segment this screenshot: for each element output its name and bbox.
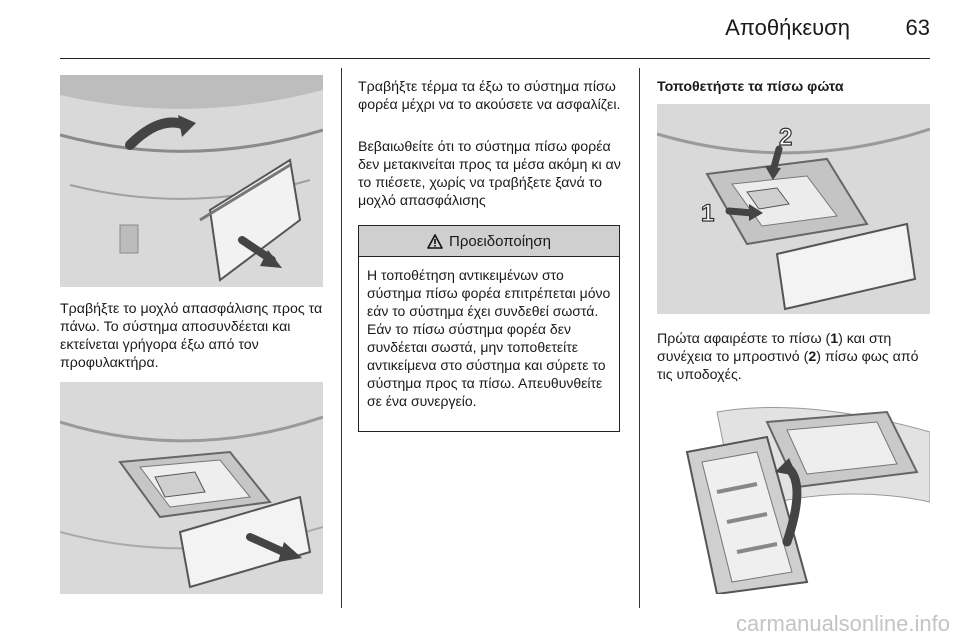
col1-paragraph: Τραβήξτε το μοχλό απασφάλισης προς τα πάνω. Το σύστημα αποσυνδέεται και εκτείνεται γρήγορα έξω από τον προφυλακτήρα. [60, 301, 323, 371]
callout-1: 1 [701, 200, 715, 227]
col2-paragraph-1: Τραβήξτε τέρμα τα έξω το σύστημα πίσω φορέα μέχρι να το ακούσετε να ασφαλίζει. [358, 79, 621, 113]
col3-text-a: Πρώτα αφαιρέστε το πίσω ( [657, 331, 831, 347]
column-divider-2 [639, 68, 640, 608]
watermark: carmanualsonline.info [735, 611, 950, 636]
column-divider-1 [341, 68, 342, 608]
figure-light-removal [657, 392, 930, 594]
page-title: Αποθήκευση [725, 15, 850, 40]
header-divider [60, 58, 930, 59]
warning-icon [427, 234, 443, 249]
col3-text-b: ) και στη συνέχεια το μπροστινό ( [657, 331, 892, 365]
warning-header [359, 226, 619, 257]
col3-number-1: 1 [830, 331, 839, 347]
col2-paragraph-2: Βεβαιωθείτε ότι το σύστημα πίσω φορέα δεν μετακινείται προς τα μέσα ακόμη κι αν το πιέσετε, χωρίς να τραβήξετε ξανά το μοχλό απασφάλισης [358, 139, 621, 209]
figure-system-extended [60, 382, 323, 594]
figure-release-lever [60, 75, 323, 287]
warning-title: Προειδοποίηση [449, 232, 551, 250]
warning-box [358, 225, 620, 432]
col3-number-2: 2 [808, 349, 817, 365]
figure-rear-lights [657, 104, 930, 314]
col3-paragraph [657, 330, 935, 384]
col3-heading: Τοποθετήστε τα πίσω φώτα [657, 79, 844, 95]
page-number: 63 [905, 15, 930, 40]
warning-text: Η τοποθέτηση αντικειμένων στο σύστημα πίσω φορέα επιτρέπεται μόνο εάν το σύστημα έχει συνδεθεί σωστά. Εάν το πίσω σύστημα φορέα δεν συνδέεται σωστά, μην τοποθετείτε αντικείμενα στο σύστημα και σύρετε το σύστημα προς τα πίσω. Απευθυνθείτε σε ένα συνεργείο. [367, 267, 611, 409]
callout-2: 2 [779, 124, 793, 151]
col3-text-c: ) πίσω φως από τις υποδοχές. [657, 349, 919, 383]
